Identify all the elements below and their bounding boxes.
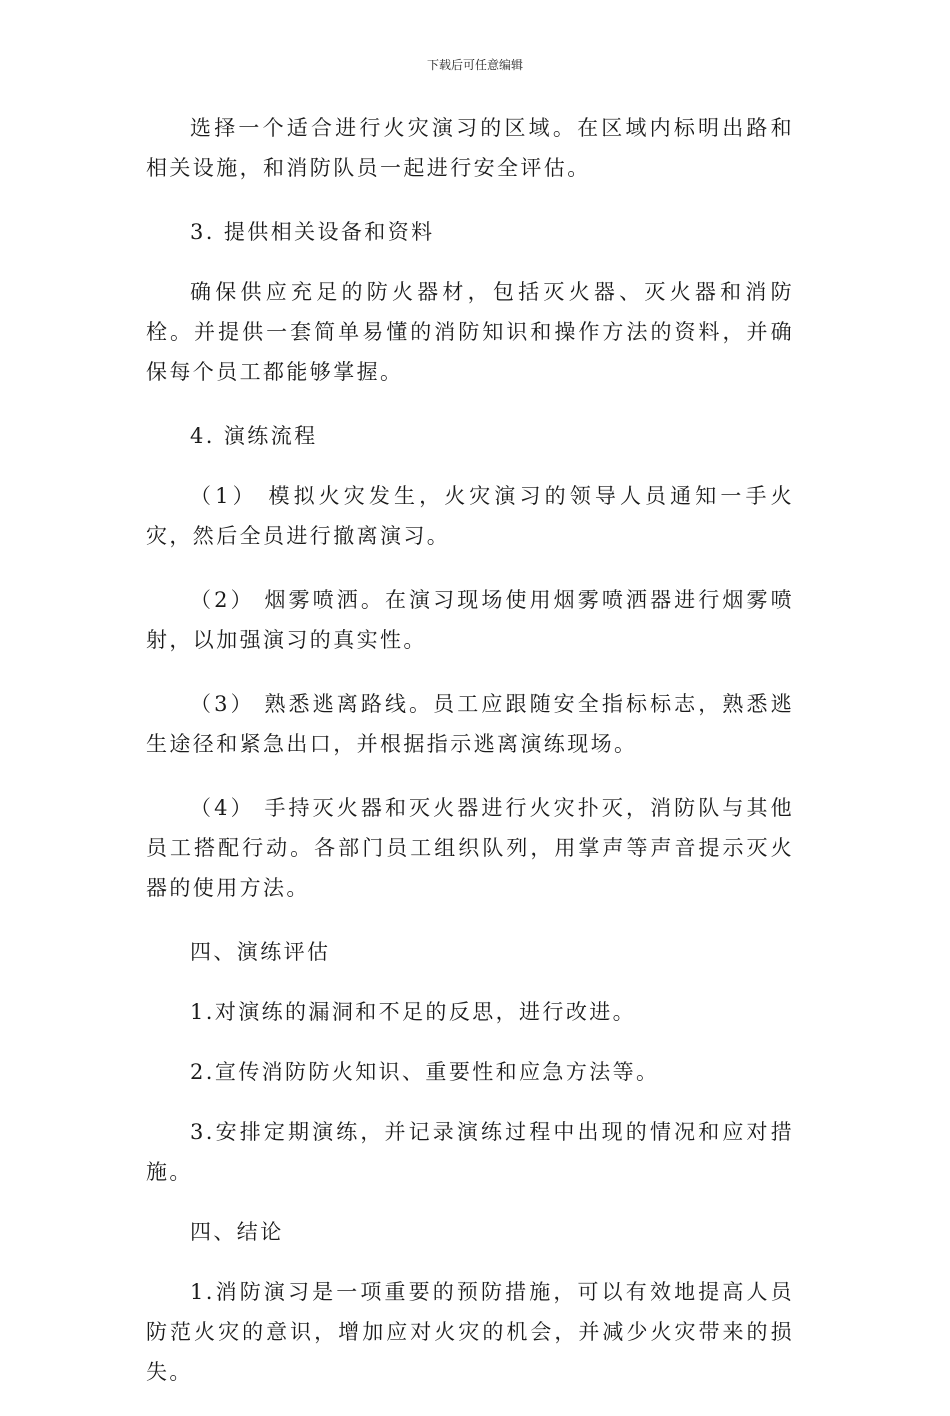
section-heading-conclusion: 四、结论 — [190, 1220, 284, 1244]
paragraph-step-2: （2） 烟雾喷洒。在演习现场使用烟雾喷洒器进行烟雾喷射，以加强演习的真实性。 — [146, 588, 794, 652]
page-header: 下载后可任意编辑 — [426, 58, 523, 72]
section-heading-drill-process: 4. 演练流程 — [190, 424, 318, 448]
paragraph-evaluation-3: 3.安排定期演练，并记录演练过程中出现的情况和应对措施。 — [146, 1120, 794, 1184]
section-heading-equipment: 3. 提供相关设备和资料 — [190, 220, 435, 244]
paragraph-conclusion-1: 1.消防演习是一项重要的预防措施，可以有效地提高人员防范火灾的意识，增加应对火灾的机会，并减少火灾带来的损失。 — [146, 1280, 794, 1384]
paragraph-evaluation-1: 1.对演练的漏洞和不足的反思，进行改进。 — [190, 1000, 637, 1024]
paragraph-step-1: （1） 模拟火灾发生，火灾演习的领导人员通知一手火灾，然后全员进行撤离演习。 — [146, 484, 794, 548]
paragraph-area-selection: 选择一个适合进行火灾演习的区域。在区域内标明出路和相关设施，和消防队员一起进行安全评估。 — [146, 116, 794, 180]
section-heading-evaluation: 四、演练评估 — [190, 940, 331, 964]
paragraph-step-4: （4） 手持灭火器和灭火器进行火灾扑灭，消防队与其他员工搭配行动。各部门员工组织队列，用掌声等声音提示灭火器的使用方法。 — [146, 796, 794, 900]
document-body — [146, 108, 794, 1416]
paragraph-equipment: 确保供应充足的防火器材，包括灭火器、灭火器和消防栓。并提供一套简单易懂的消防知识和操作方法的资料，并确保每个员工都能够掌握。 — [146, 280, 794, 384]
paragraph-evaluation-2: 2.宣传消防防火知识、重要性和应急方法等。 — [190, 1060, 660, 1084]
paragraph-step-3: （3） 熟悉逃离路线。员工应跟随安全指标标志，熟悉逃生途径和紧急出口，并根据指示逃离演练现场。 — [146, 692, 794, 756]
